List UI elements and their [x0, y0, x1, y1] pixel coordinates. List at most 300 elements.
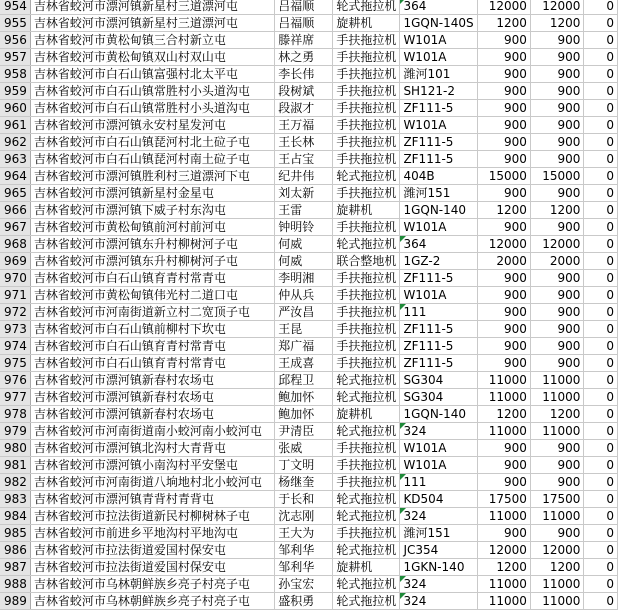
address-cell[interactable]: 吉林省蛟河市白石山镇常胜村小头道沟屯 — [30, 100, 274, 117]
amount-cell-3[interactable]: 0 — [584, 287, 618, 304]
amount-cell-2[interactable]: 900 — [530, 83, 583, 100]
amount-cell-3[interactable]: 0 — [584, 49, 618, 66]
owner-name-cell[interactable]: 邹利华 — [275, 542, 333, 559]
machine-type-cell[interactable]: 轮式拖拉机 — [333, 372, 400, 389]
address-cell[interactable]: 吉林省蛟河市黄松甸镇伟光村二道口屯 — [30, 287, 274, 304]
address-cell[interactable]: 吉林省蛟河市漂河镇青背村青背屯 — [30, 491, 274, 508]
amount-cell-1[interactable]: 11000 — [478, 423, 531, 440]
owner-name-cell[interactable]: 吕福顺 — [275, 0, 333, 15]
amount-cell-2[interactable]: 11000 — [530, 372, 583, 389]
machine-type-cell[interactable]: 手扶拖拉机 — [333, 525, 400, 542]
amount-cell-3[interactable]: 0 — [584, 440, 618, 457]
model-cell[interactable]: ZF111-5 — [400, 355, 478, 372]
owner-name-cell[interactable]: 鲍加怀 — [275, 389, 333, 406]
address-cell[interactable]: 吉林省蛟河市拉法街道新民村柳树林子屯 — [30, 508, 274, 525]
amount-cell-2[interactable]: 900 — [530, 474, 583, 491]
machine-type-cell[interactable]: 轮式拖拉机 — [333, 542, 400, 559]
model-cell[interactable]: W101A — [400, 219, 478, 236]
machine-type-cell[interactable]: 旋耕机 — [333, 559, 400, 576]
machine-type-cell[interactable]: 手扶拖拉机 — [333, 83, 400, 100]
table-row — [0, 440, 618, 457]
owner-name-cell[interactable]: 王大为 — [275, 525, 333, 542]
model-cell[interactable]: 1GZ-2 — [400, 253, 478, 270]
amount-cell-1[interactable]: 1200 — [478, 202, 531, 219]
address-cell[interactable]: 吉林省蛟河市河南街道新立村二宽顶子屯 — [30, 304, 274, 321]
machine-type-cell[interactable]: 手扶拖拉机 — [333, 100, 400, 117]
owner-name-cell[interactable]: 王万福 — [275, 117, 333, 134]
address-cell[interactable]: 吉林省蛟河市河南街道八垧地村北小蛟河屯 — [30, 474, 274, 491]
machine-type-cell[interactable]: 手扶拖拉机 — [333, 321, 400, 338]
amount-cell-3[interactable]: 0 — [584, 576, 618, 593]
amount-cell-1[interactable]: 900 — [478, 457, 531, 474]
address-cell[interactable]: 吉林省蛟河市漂河镇永安村星发河屯 — [30, 117, 274, 134]
address-cell[interactable]: 吉林省蛟河市乌林朝鲜族乡亮子村亮子屯 — [30, 576, 274, 593]
row-number[interactable]: 957 — [0, 49, 30, 66]
table-row — [0, 474, 618, 491]
address-cell[interactable]: 吉林省蛟河市河南街道南小蛟河南小蛟河屯 — [30, 423, 274, 440]
model-cell[interactable]: JC354 — [400, 542, 478, 559]
amount-cell-2[interactable]: 900 — [530, 219, 583, 236]
table-row — [0, 508, 618, 525]
owner-name-cell[interactable]: 张威 — [275, 440, 333, 457]
table-row — [0, 593, 618, 610]
amount-cell-2[interactable]: 11000 — [530, 423, 583, 440]
row-number[interactable]: 964 — [0, 168, 30, 185]
owner-name-cell[interactable]: 段淑才 — [275, 100, 333, 117]
row-number[interactable]: 978 — [0, 406, 30, 423]
amount-cell-1[interactable]: 900 — [478, 440, 531, 457]
table-row — [0, 559, 618, 576]
owner-name-cell[interactable]: 李长伟 — [275, 66, 333, 83]
amount-cell-2[interactable]: 12000 — [530, 236, 583, 253]
owner-name-cell[interactable]: 仲从兵 — [275, 287, 333, 304]
machine-type-cell[interactable]: 手扶拖拉机 — [333, 355, 400, 372]
address-cell[interactable]: 吉林省蛟河市白石山镇琵河村北土砬子屯 — [30, 134, 274, 151]
row-number[interactable]: 973 — [0, 321, 30, 338]
table-row — [0, 321, 618, 338]
address-cell[interactable]: 吉林省蛟河市乌林朝鲜族乡亮子村亮子屯 — [30, 593, 274, 610]
address-cell[interactable]: 吉林省蛟河市黄松甸镇前河村前河屯 — [30, 219, 274, 236]
table-row — [0, 372, 618, 389]
address-cell[interactable]: 吉林省蛟河市前进乡平地沟村平地沟屯 — [30, 525, 274, 542]
row-number[interactable]: 959 — [0, 83, 30, 100]
model-cell[interactable]: 潍河151 — [400, 185, 478, 202]
machine-type-cell[interactable]: 轮式拖拉机 — [333, 168, 400, 185]
amount-cell-1[interactable]: 15000 — [478, 168, 531, 185]
amount-cell-3[interactable]: 0 — [584, 117, 618, 134]
row-number[interactable]: 970 — [0, 270, 30, 287]
amount-cell-2[interactable]: 11000 — [530, 576, 583, 593]
owner-name-cell[interactable]: 林之勇 — [275, 49, 333, 66]
amount-cell-3[interactable]: 0 — [584, 253, 618, 270]
amount-cell-2[interactable]: 12000 — [530, 542, 583, 559]
amount-cell-1[interactable]: 1200 — [478, 559, 531, 576]
amount-cell-3[interactable]: 0 — [584, 338, 618, 355]
machine-type-cell[interactable]: 手扶拖拉机 — [333, 219, 400, 236]
amount-cell-1[interactable]: 900 — [478, 474, 531, 491]
amount-cell-2[interactable]: 1200 — [530, 406, 583, 423]
owner-name-cell[interactable]: 王昆 — [275, 321, 333, 338]
amount-cell-3[interactable]: 0 — [584, 83, 618, 100]
address-cell[interactable]: 吉林省蛟河市漂河镇北沟村大青背屯 — [30, 440, 274, 457]
model-cell[interactable]: W101A — [400, 117, 478, 134]
address-cell[interactable]: 吉林省蛟河市白石山镇前柳村下坎屯 — [30, 321, 274, 338]
table-row — [0, 83, 618, 100]
row-number[interactable]: 963 — [0, 151, 30, 168]
row-number[interactable]: 989 — [0, 593, 30, 610]
amount-cell-2[interactable]: 900 — [530, 304, 583, 321]
table-row — [0, 576, 618, 593]
owner-name-cell[interactable]: 吕福顺 — [275, 15, 333, 32]
address-cell[interactable]: 吉林省蛟河市白石山镇育青村常青屯 — [30, 270, 274, 287]
machine-type-cell[interactable]: 轮式拖拉机 — [333, 593, 400, 610]
amount-cell-1[interactable]: 1200 — [478, 15, 531, 32]
address-cell[interactable]: 吉林省蛟河市黄松甸镇双山村双山屯 — [30, 49, 274, 66]
owner-name-cell[interactable]: 杨继奎 — [275, 474, 333, 491]
row-number[interactable]: 983 — [0, 491, 30, 508]
amount-cell-2[interactable]: 900 — [530, 287, 583, 304]
amount-cell-2[interactable]: 17500 — [530, 491, 583, 508]
address-cell[interactable]: 吉林省蛟河市漂河镇下威子村东沟屯 — [30, 202, 274, 219]
row-number[interactable]: 955 — [0, 15, 30, 32]
amount-cell-2[interactable]: 11000 — [530, 508, 583, 525]
address-cell[interactable]: 吉林省蛟河市漂河镇新星村三道漂河屯 — [30, 15, 274, 32]
machine-type-cell[interactable]: 手扶拖拉机 — [333, 270, 400, 287]
row-number[interactable]: 967 — [0, 219, 30, 236]
model-cell[interactable]: 404B — [400, 168, 478, 185]
owner-name-cell[interactable]: 沈志刚 — [275, 508, 333, 525]
amount-cell-1[interactable]: 900 — [478, 151, 531, 168]
model-cell[interactable]: 1GQN-140S — [400, 15, 478, 32]
machine-type-cell[interactable]: 手扶拖拉机 — [333, 338, 400, 355]
amount-cell-2[interactable]: 2000 — [530, 253, 583, 270]
owner-name-cell[interactable]: 王长林 — [275, 134, 333, 151]
amount-cell-2[interactable]: 900 — [530, 117, 583, 134]
machine-type-cell[interactable]: 轮式拖拉机 — [333, 0, 400, 15]
amount-cell-2[interactable]: 900 — [530, 134, 583, 151]
amount-cell-2[interactable]: 15000 — [530, 168, 583, 185]
model-cell[interactable]: 364 — [400, 0, 478, 15]
model-cell[interactable]: ZF111-5 — [400, 100, 478, 117]
address-cell[interactable]: 吉林省蛟河市白石山镇琵河村南土砬子屯 — [30, 151, 274, 168]
amount-cell-1[interactable]: 900 — [478, 100, 531, 117]
row-number[interactable]: 984 — [0, 508, 30, 525]
owner-name-cell[interactable]: 滕祥席 — [275, 32, 333, 49]
model-cell[interactable]: SG304 — [400, 372, 478, 389]
amount-cell-2[interactable]: 11000 — [530, 389, 583, 406]
row-number[interactable]: 966 — [0, 202, 30, 219]
amount-cell-2[interactable]: 900 — [530, 525, 583, 542]
model-cell[interactable]: W101A — [400, 440, 478, 457]
address-cell[interactable]: 吉林省蛟河市漂河镇东升村柳树河子屯 — [30, 236, 274, 253]
amount-cell-3[interactable]: 0 — [584, 491, 618, 508]
amount-cell-2[interactable]: 900 — [530, 49, 583, 66]
amount-cell-1[interactable]: 900 — [478, 304, 531, 321]
owner-name-cell[interactable]: 王雷 — [275, 202, 333, 219]
amount-cell-3[interactable]: 0 — [584, 559, 618, 576]
amount-cell-2[interactable]: 900 — [530, 270, 583, 287]
amount-cell-3[interactable]: 0 — [584, 593, 618, 610]
machine-type-cell[interactable]: 轮式拖拉机 — [333, 576, 400, 593]
model-cell[interactable]: 1GQN-140 — [400, 202, 478, 219]
address-cell[interactable]: 吉林省蛟河市漂河镇东升村柳树河子屯 — [30, 253, 274, 270]
model-cell[interactable]: 364 — [400, 236, 478, 253]
machine-type-cell[interactable]: 手扶拖拉机 — [333, 117, 400, 134]
amount-cell-1[interactable]: 900 — [478, 134, 531, 151]
amount-cell-2[interactable]: 12000 — [530, 0, 583, 15]
owner-name-cell[interactable]: 王成喜 — [275, 355, 333, 372]
amount-cell-3[interactable]: 0 — [584, 321, 618, 338]
amount-cell-3[interactable]: 0 — [584, 525, 618, 542]
owner-name-cell[interactable]: 孙宝宏 — [275, 576, 333, 593]
row-number[interactable]: 982 — [0, 474, 30, 491]
amount-cell-3[interactable]: 0 — [584, 100, 618, 117]
machine-type-cell[interactable]: 轮式拖拉机 — [333, 491, 400, 508]
amount-cell-1[interactable]: 900 — [478, 49, 531, 66]
owner-name-cell[interactable]: 邱程卫 — [275, 372, 333, 389]
amount-cell-3[interactable]: 0 — [584, 270, 618, 287]
row-number[interactable]: 985 — [0, 525, 30, 542]
machine-type-cell[interactable]: 手扶拖拉机 — [333, 440, 400, 457]
machine-type-cell[interactable]: 手扶拖拉机 — [333, 457, 400, 474]
owner-name-cell[interactable]: 严汝昌 — [275, 304, 333, 321]
row-number[interactable]: 981 — [0, 457, 30, 474]
amount-cell-3[interactable]: 0 — [584, 389, 618, 406]
amount-cell-2[interactable]: 900 — [530, 66, 583, 83]
machine-type-cell[interactable]: 手扶拖拉机 — [333, 185, 400, 202]
owner-name-cell[interactable]: 尹清臣 — [275, 423, 333, 440]
amount-cell-3[interactable]: 0 — [584, 134, 618, 151]
amount-cell-3[interactable]: 0 — [584, 168, 618, 185]
owner-name-cell[interactable]: 郑广福 — [275, 338, 333, 355]
machine-type-cell[interactable]: 轮式拖拉机 — [333, 236, 400, 253]
amount-cell-3[interactable]: 0 — [584, 423, 618, 440]
amount-cell-3[interactable]: 0 — [584, 355, 618, 372]
model-cell[interactable]: ZF111-5 — [400, 338, 478, 355]
amount-cell-1[interactable]: 900 — [478, 83, 531, 100]
amount-cell-2[interactable]: 900 — [530, 457, 583, 474]
row-number[interactable]: 988 — [0, 576, 30, 593]
owner-name-cell[interactable]: 邹利华 — [275, 559, 333, 576]
amount-cell-3[interactable]: 0 — [584, 0, 618, 15]
amount-cell-2[interactable]: 900 — [530, 100, 583, 117]
amount-cell-2[interactable]: 900 — [530, 321, 583, 338]
owner-name-cell[interactable]: 盛积勇 — [275, 593, 333, 610]
owner-name-cell[interactable]: 王占宝 — [275, 151, 333, 168]
owner-name-cell[interactable]: 于长和 — [275, 491, 333, 508]
amount-cell-3[interactable]: 0 — [584, 202, 618, 219]
table-row — [0, 168, 618, 185]
amount-cell-2[interactable]: 900 — [530, 440, 583, 457]
machine-type-cell[interactable]: 手扶拖拉机 — [333, 49, 400, 66]
row-number[interactable]: 972 — [0, 304, 30, 321]
address-cell[interactable]: 吉林省蛟河市漂河镇新春村农场屯 — [30, 406, 274, 423]
amount-cell-1[interactable]: 17500 — [478, 491, 531, 508]
machine-type-cell[interactable]: 手扶拖拉机 — [333, 474, 400, 491]
machine-type-cell[interactable]: 旋耕机 — [333, 406, 400, 423]
amount-cell-2[interactable]: 900 — [530, 151, 583, 168]
row-number[interactable]: 971 — [0, 287, 30, 304]
amount-cell-1[interactable]: 900 — [478, 219, 531, 236]
amount-cell-1[interactable]: 900 — [478, 66, 531, 83]
owner-name-cell[interactable]: 段树斌 — [275, 83, 333, 100]
owner-name-cell[interactable]: 何威 — [275, 253, 333, 270]
address-cell[interactable]: 吉林省蛟河市白石山镇育青村常青屯 — [30, 338, 274, 355]
machine-type-cell[interactable]: 旋耕机 — [333, 15, 400, 32]
amount-cell-1[interactable]: 900 — [478, 32, 531, 49]
owner-name-cell[interactable]: 纪井伟 — [275, 168, 333, 185]
amount-cell-2[interactable]: 1200 — [530, 559, 583, 576]
model-cell[interactable]: 1GQN-140 — [400, 406, 478, 423]
amount-cell-3[interactable]: 0 — [584, 457, 618, 474]
owner-name-cell[interactable]: 李明湘 — [275, 270, 333, 287]
amount-cell-3[interactable]: 0 — [584, 372, 618, 389]
row-number[interactable]: 969 — [0, 253, 30, 270]
amount-cell-3[interactable]: 0 — [584, 542, 618, 559]
amount-cell-2[interactable]: 900 — [530, 185, 583, 202]
machine-type-cell[interactable]: 联合整地机 — [333, 253, 400, 270]
machine-type-cell[interactable]: 手扶拖拉机 — [333, 66, 400, 83]
owner-name-cell[interactable]: 何威 — [275, 236, 333, 253]
row-number[interactable]: 960 — [0, 100, 30, 117]
machine-type-cell[interactable]: 手扶拖拉机 — [333, 134, 400, 151]
amount-cell-1[interactable]: 2000 — [478, 253, 531, 270]
owner-name-cell[interactable]: 鲍加怀 — [275, 406, 333, 423]
address-cell[interactable]: 吉林省蛟河市白石山镇常胜村小头道沟屯 — [30, 83, 274, 100]
machine-type-cell[interactable]: 手扶拖拉机 — [333, 287, 400, 304]
machine-type-cell[interactable]: 轮式拖拉机 — [333, 389, 400, 406]
amount-cell-1[interactable]: 900 — [478, 185, 531, 202]
row-number[interactable]: 954 — [0, 0, 30, 15]
row-number[interactable]: 979 — [0, 423, 30, 440]
amount-cell-3[interactable]: 0 — [584, 32, 618, 49]
model-cell[interactable]: 潍河101 — [400, 66, 478, 83]
machine-type-cell[interactable]: 手扶拖拉机 — [333, 32, 400, 49]
model-cell[interactable]: ZF111-5 — [400, 321, 478, 338]
amount-cell-1[interactable]: 900 — [478, 338, 531, 355]
row-number[interactable]: 977 — [0, 389, 30, 406]
model-cell[interactable]: 324 — [400, 576, 478, 593]
row-number[interactable]: 976 — [0, 372, 30, 389]
address-cell[interactable]: 吉林省蛟河市白石山镇育青村常青屯 — [30, 355, 274, 372]
amount-cell-1[interactable]: 1200 — [478, 406, 531, 423]
row-number[interactable]: 986 — [0, 542, 30, 559]
model-cell[interactable]: 111 — [400, 474, 478, 491]
amount-cell-3[interactable]: 0 — [584, 151, 618, 168]
amount-cell-3[interactable]: 0 — [584, 406, 618, 423]
model-cell[interactable]: ZF111-5 — [400, 134, 478, 151]
address-cell[interactable]: 吉林省蛟河市漂河镇新春村农场屯 — [30, 372, 274, 389]
model-cell[interactable]: 1GKN-140 — [400, 559, 478, 576]
address-cell[interactable]: 吉林省蛟河市漂河镇新星村金星屯 — [30, 185, 274, 202]
row-number[interactable]: 956 — [0, 32, 30, 49]
address-cell[interactable]: 吉林省蛟河市拉法街道爱国村保安屯 — [30, 559, 274, 576]
row-number[interactable]: 980 — [0, 440, 30, 457]
row-number[interactable]: 961 — [0, 117, 30, 134]
model-cell[interactable]: ZF111-5 — [400, 270, 478, 287]
amount-cell-2[interactable]: 900 — [530, 32, 583, 49]
model-cell[interactable]: W101A — [400, 49, 478, 66]
machine-type-cell[interactable]: 手扶拖拉机 — [333, 304, 400, 321]
machine-type-cell[interactable]: 轮式拖拉机 — [333, 423, 400, 440]
table-row — [0, 355, 618, 372]
amount-cell-3[interactable]: 0 — [584, 236, 618, 253]
amount-cell-1[interactable]: 900 — [478, 355, 531, 372]
table-row — [0, 49, 618, 66]
amount-cell-3[interactable]: 0 — [584, 304, 618, 321]
row-number[interactable]: 975 — [0, 355, 30, 372]
amount-cell-3[interactable]: 0 — [584, 474, 618, 491]
model-cell[interactable]: 324 — [400, 508, 478, 525]
owner-name-cell[interactable]: 丁文明 — [275, 457, 333, 474]
model-cell[interactable]: W101A — [400, 32, 478, 49]
amount-cell-1[interactable]: 12000 — [478, 0, 531, 15]
row-number[interactable]: 968 — [0, 236, 30, 253]
amount-cell-1[interactable]: 12000 — [478, 542, 531, 559]
amount-cell-2[interactable]: 900 — [530, 355, 583, 372]
row-number[interactable]: 965 — [0, 185, 30, 202]
model-cell[interactable]: 324 — [400, 593, 478, 610]
model-cell[interactable]: 324 — [400, 423, 478, 440]
amount-cell-3[interactable]: 0 — [584, 508, 618, 525]
amount-cell-1[interactable]: 11000 — [478, 389, 531, 406]
machine-type-cell[interactable]: 旋耕机 — [333, 202, 400, 219]
amount-cell-1[interactable]: 11000 — [478, 372, 531, 389]
amount-cell-1[interactable]: 11000 — [478, 576, 531, 593]
amount-cell-3[interactable]: 0 — [584, 66, 618, 83]
model-cell[interactable]: 潍河151 — [400, 525, 478, 542]
address-cell[interactable]: 吉林省蛟河市漂河镇新春村农场屯 — [30, 389, 274, 406]
row-number[interactable]: 962 — [0, 134, 30, 151]
amount-cell-2[interactable]: 11000 — [530, 593, 583, 610]
amount-cell-1[interactable]: 11000 — [478, 508, 531, 525]
amount-cell-1[interactable]: 11000 — [478, 593, 531, 610]
amount-cell-1[interactable]: 900 — [478, 321, 531, 338]
amount-cell-1[interactable]: 900 — [478, 287, 531, 304]
amount-cell-2[interactable]: 900 — [530, 338, 583, 355]
amount-cell-2[interactable]: 1200 — [530, 202, 583, 219]
row-number[interactable]: 974 — [0, 338, 30, 355]
amount-cell-3[interactable]: 0 — [584, 15, 618, 32]
amount-cell-1[interactable]: 900 — [478, 117, 531, 134]
model-cell[interactable]: KD504 — [400, 491, 478, 508]
amount-cell-3[interactable]: 0 — [584, 219, 618, 236]
row-number[interactable]: 958 — [0, 66, 30, 83]
owner-name-cell[interactable]: 钟明铃 — [275, 219, 333, 236]
owner-name-cell[interactable]: 刘太新 — [275, 185, 333, 202]
amount-cell-1[interactable]: 12000 — [478, 236, 531, 253]
amount-cell-3[interactable]: 0 — [584, 185, 618, 202]
amount-cell-2[interactable]: 1200 — [530, 15, 583, 32]
row-number[interactable]: 987 — [0, 559, 30, 576]
address-cell[interactable]: 吉林省蛟河市拉法街道爱国村保安屯 — [30, 542, 274, 559]
address-cell[interactable]: 吉林省蛟河市漂河镇胜利村三道漂河下屯 — [30, 168, 274, 185]
address-cell[interactable]: 吉林省蛟河市黄松甸镇三合村新立屯 — [30, 32, 274, 49]
model-cell[interactable]: SH121-2 — [400, 83, 478, 100]
model-cell[interactable]: ZF111-5 — [400, 151, 478, 168]
machine-type-cell[interactable]: 手扶拖拉机 — [333, 151, 400, 168]
amount-cell-1[interactable]: 900 — [478, 525, 531, 542]
machine-type-cell[interactable]: 轮式拖拉机 — [333, 508, 400, 525]
address-cell[interactable]: 吉林省蛟河市漂河镇小南沟村平安堡屯 — [30, 457, 274, 474]
address-cell[interactable]: 吉林省蛟河市漂河镇新星村三道漂河屯 — [30, 0, 274, 15]
model-cell[interactable]: SG304 — [400, 389, 478, 406]
model-cell[interactable]: 111 — [400, 304, 478, 321]
model-cell[interactable]: W101A — [400, 457, 478, 474]
amount-cell-1[interactable]: 900 — [478, 270, 531, 287]
address-cell[interactable]: 吉林省蛟河市白石山镇富强村北太平屯 — [30, 66, 274, 83]
model-cell[interactable]: W101A — [400, 287, 478, 304]
